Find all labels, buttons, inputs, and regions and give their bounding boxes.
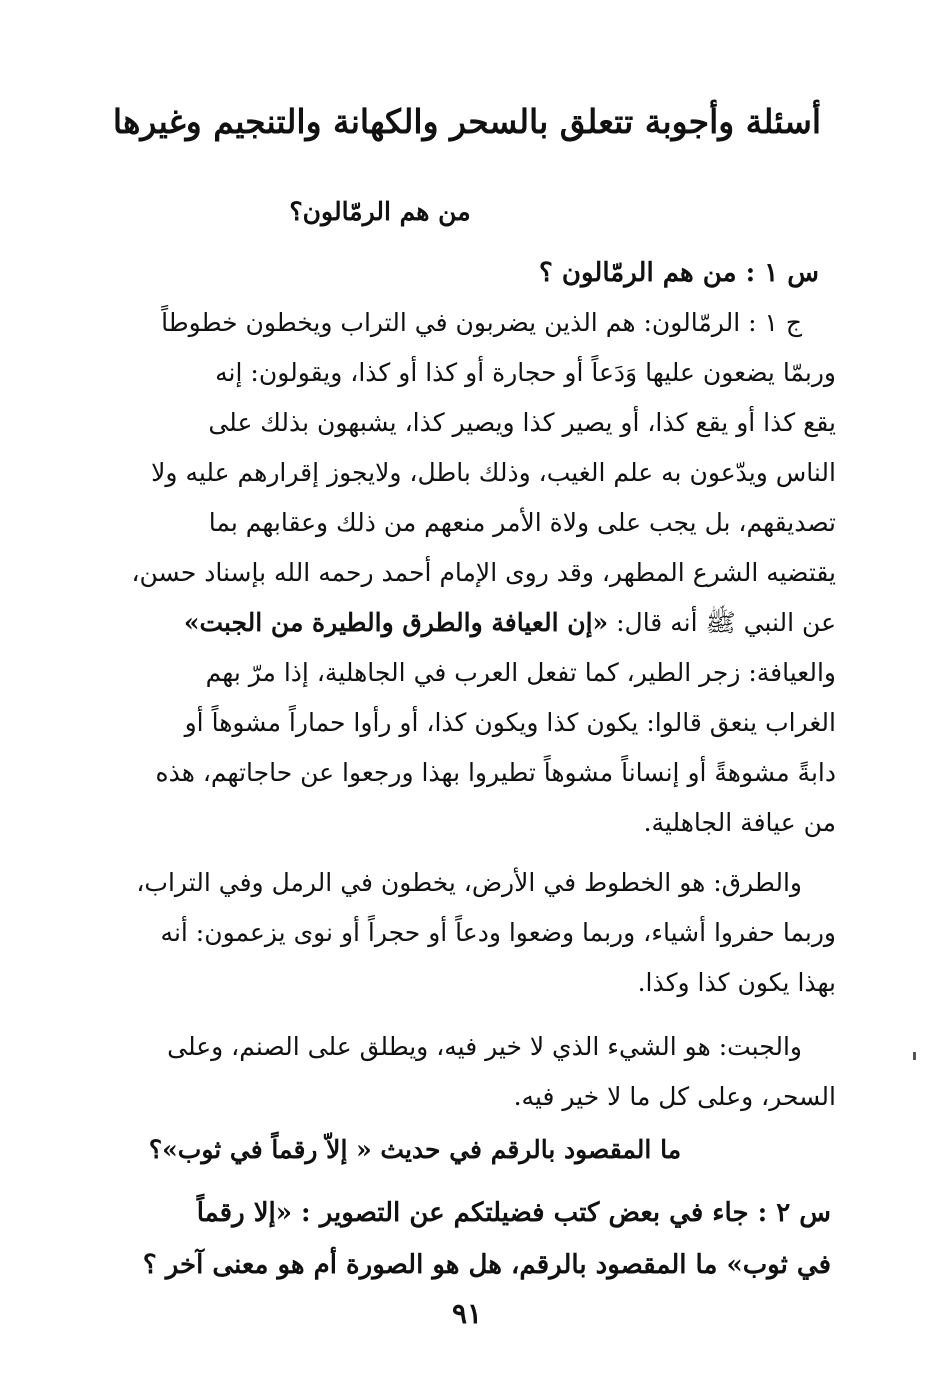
answer-line: ج ١ : الرمّالون: هم الذين يضربون في التراب ويخطون خطوطاً	[161, 308, 802, 337]
answer-line: وربمّا يضعون عليها وَدَعاً أو حجارة أو كذا أو كذا، ويقولون: إنه	[215, 358, 836, 387]
jibt-line: والجبت: هو الشيء الذي لا خير فيه، ويطلق على الصنم، وعلى	[167, 1032, 802, 1061]
answer-1-paragraph	[100, 298, 836, 848]
page-title: أسئلة وأجوبة تتعلق بالسحر والكهانة والتنجيم وغيرها	[112, 102, 822, 141]
margin-mark	[913, 1052, 916, 1060]
answer-line: دابةً مشوهةً أو إنساناً مشوهاً تطيروا بهذا ورجعوا عن حاجاتهم، هذه	[155, 758, 836, 787]
answer-line: الغراب ينعق قالوا: يكون كذا ويكون كذا، أو رأوا حماراً مشوهاً أو	[184, 708, 836, 737]
answer-line: والعيافة: زجر الطير، كما تفعل العرب في الجاهلية، إذا مرّ بهم	[205, 658, 836, 687]
hadith-intro: عن النبي ﷺ أنه قال:	[608, 608, 836, 637]
tarq-paragraph	[100, 858, 836, 1008]
answer-line: الناس ويدّعون به علم الغيب، وذلك باطل، ولايجوز إقرارهم عليه ولا	[151, 458, 836, 487]
tarq-line: وربما حفروا أشياء، وربما وضعوا ودعاً أو حجراً أو نوى يزعمون: أنه	[160, 918, 836, 947]
question-1: س ١ : من هم الرمّالون ؟	[539, 258, 819, 288]
jibt-paragraph	[100, 1022, 836, 1122]
section-heading-rammalun: من هم الرمّالون؟	[289, 197, 471, 226]
question-2-line-2: في ثوب» ما المقصود بالرقم، هل هو الصورة أم هو معنى آخر ؟	[142, 1250, 831, 1280]
hadith-quote: «إن العيافة والطرق والطيرة من الجبت»	[183, 608, 609, 637]
answer-line: تصديقهم، بل يجب على ولاة الأمر منعهم من ذلك وعقابهم بما	[208, 508, 836, 537]
section-heading-raqm: ما المقصود بالرقم في حديث « إلاّ رقماً في ثوب»؟	[148, 1135, 682, 1164]
tarq-line: والطرق: هو الخطوط في الأرض، يخطون في الرمل وفي التراب،	[136, 868, 802, 897]
jibt-line: السحر، وعلى كل ما لا خير فيه.	[513, 1082, 836, 1111]
question-2-line-1: س ٢ : جاء في بعض كتب فضيلتكم عن التصوير : «إلا رقماً	[196, 1198, 831, 1228]
answer-line: من عيافة الجاهلية.	[643, 808, 836, 837]
answer-line: يقتضيه الشرع المطهر، وقد روى الإمام أحمد رحمه الله بإسناد حسن،	[131, 558, 836, 587]
page-number: ٩١	[451, 1297, 483, 1330]
answer-line: يقع كذا أو يقع كذا، أو يصير كذا ويصير كذا، يشبهون بذلك على	[208, 408, 836, 437]
hadith-line	[100, 598, 836, 648]
tarq-line: بهذا يكون كذا وكذا.	[637, 968, 836, 997]
